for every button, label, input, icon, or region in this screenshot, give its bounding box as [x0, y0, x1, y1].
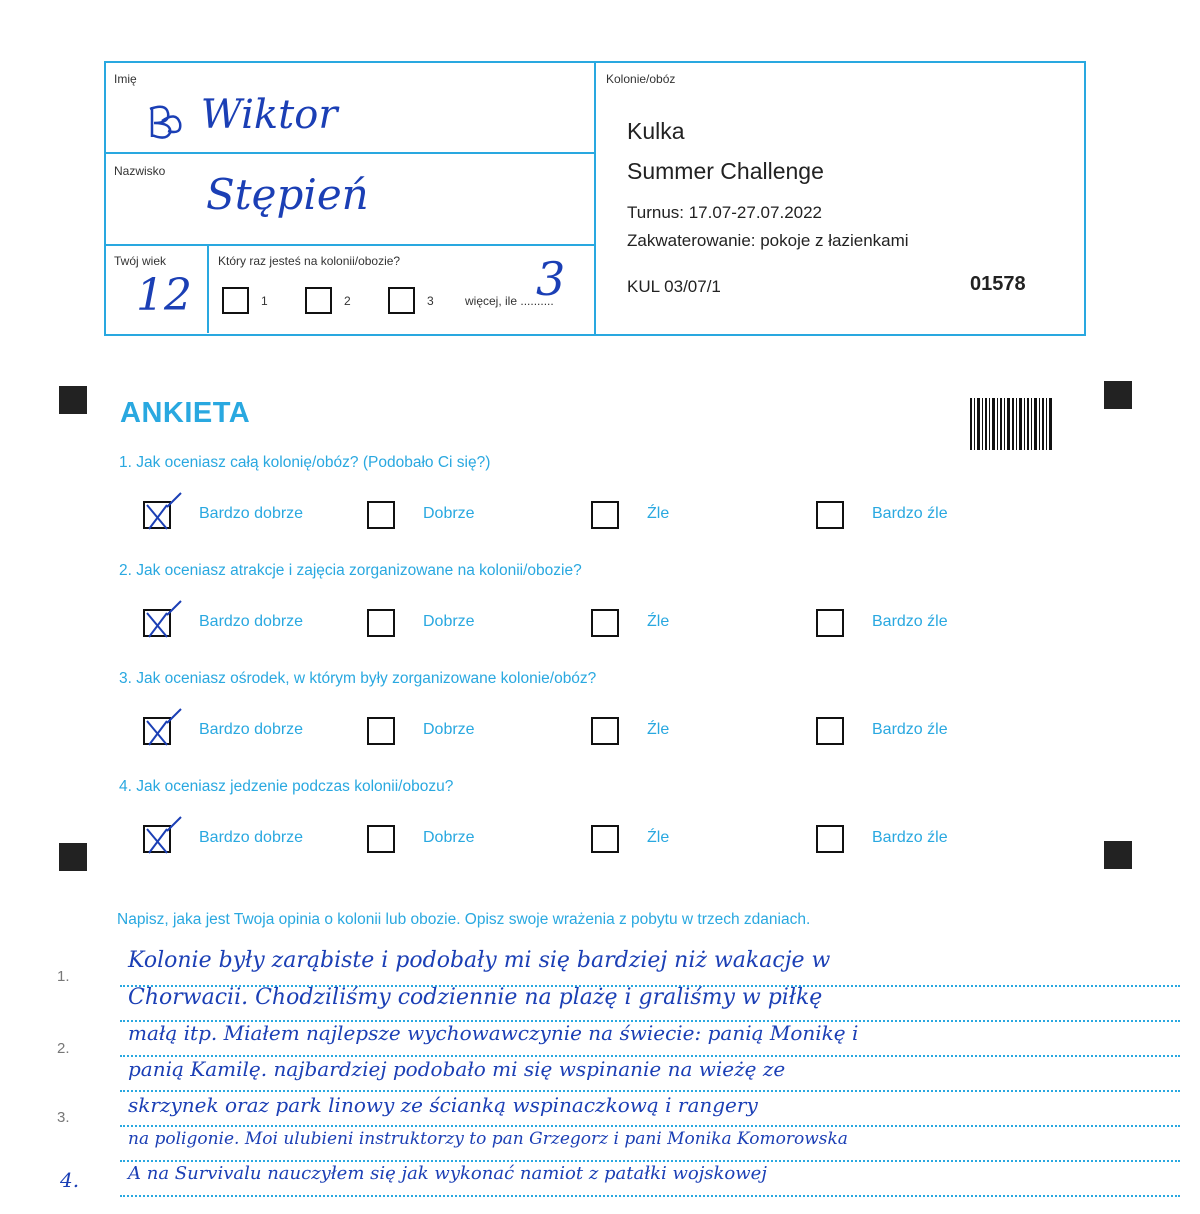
question-2-checkbox-dobrze[interactable] [367, 609, 395, 637]
wiecej-label: więcej, ile .......... [465, 294, 554, 308]
camp-name-1: Kulka [627, 118, 685, 144]
question-3-text: 3. Jak oceniasz ośrodek, w którym były zorganizowane kolonie/obóz? [119, 670, 597, 687]
wiek-value[interactable]: 12 [136, 270, 192, 321]
question-1-checkbox-bardzo-zle[interactable] [816, 501, 844, 529]
form-number: 01578 [970, 273, 1026, 295]
question-4-checkbox-dobrze[interactable] [367, 825, 395, 853]
question-2-option-bardzo-zle: Bardzo źle [872, 613, 948, 630]
question-3-option-bardzo-dobrze: Bardzo dobrze [199, 721, 304, 738]
check-mark-icon [141, 815, 185, 859]
registration-marker-top-left [59, 386, 87, 414]
opinion-number-3: 3. [57, 1109, 70, 1126]
turnus: Turnus: 17.07-27.07.2022 [627, 203, 823, 222]
opinion-instruction: Napisz, jaka jest Twoja opinia o kolonii lub obozie. Opisz swoje wrażenia z pobytu w trzech zdaniach. [117, 911, 811, 928]
ktory-raz-option-2: 2 [344, 294, 351, 308]
writing-line [120, 1125, 1180, 1127]
writing-line [120, 1195, 1180, 1197]
question-3-option-bardzo-zle: Bardzo źle [872, 721, 948, 738]
question-4-checkbox-bardzo-zle[interactable] [816, 825, 844, 853]
question-1-option-bardzo-zle: Bardzo źle [872, 505, 948, 522]
question-1-checkbox-zle[interactable] [591, 501, 619, 529]
registration-marker-bottom-right [1104, 841, 1132, 869]
camp-name-2: Summer Challenge [627, 158, 824, 184]
question-3-checkbox-dobrze[interactable] [367, 717, 395, 745]
question-4-checkbox-zle[interactable] [591, 825, 619, 853]
question-3-checkbox-zle[interactable] [591, 717, 619, 745]
question-2-option-dobrze: Dobrze [423, 613, 475, 630]
kolonie-label: Kolonie/obóz [606, 72, 676, 86]
barcode-icon [970, 398, 1054, 450]
question-2-option-zle: Źle [647, 613, 670, 630]
question-4-checkbox-bardzo-dobrze[interactable] [143, 825, 171, 853]
question-3-option-dobrze: Dobrze [423, 721, 475, 738]
camp-code: KUL 03/07/1 [627, 277, 721, 296]
question-3-option-zle: Źle [647, 721, 670, 738]
question-2-text: 2. Jak oceniasz atrakcje i zajęcia zorganizowane na kolonii/obozie? [119, 562, 582, 579]
writing-line [120, 1090, 1180, 1092]
check-mark-icon [141, 491, 185, 535]
imie-handwritten[interactable] [146, 92, 337, 138]
ktory-raz-checkbox-2[interactable] [305, 287, 332, 314]
zakwaterowanie: Zakwaterowanie: pokoje z łazienkami [627, 231, 909, 250]
question-1-text: 1. Jak oceniasz całą kolonię/obóz? (Podobało Ci się?) [119, 454, 491, 471]
wiecej-value[interactable]: 3 [536, 252, 566, 306]
opinion-number-1: 1. [57, 968, 70, 985]
survey-title: ANKIETA [120, 397, 251, 429]
question-4-option-zle: Źle [647, 829, 670, 846]
registration-marker-bottom-left [59, 843, 87, 871]
check-mark-icon [141, 707, 185, 751]
question-1-checkbox-bardzo-dobrze[interactable] [143, 501, 171, 529]
ktory-raz-checkbox-3[interactable] [388, 287, 415, 314]
ktory-raz-label: Który raz jesteś na kolonii/obozie? [218, 254, 401, 268]
question-1-checkbox-dobrze[interactable] [367, 501, 395, 529]
ktory-raz-option-1: 1 [261, 294, 268, 308]
scribble-icon [146, 101, 188, 141]
header-divider-vertical [594, 61, 596, 334]
header-divider-3 [207, 245, 209, 333]
question-1-option-dobrze: Dobrze [423, 505, 475, 522]
ktory-raz-checkbox-1[interactable] [222, 287, 249, 314]
handwritten-line: skrzynek oraz park linowy ze ścianką wspinaczkową i rangery [128, 1093, 758, 1117]
handwritten-line: na poligonie. Moi ulubieni instruktorzy to pan Grzegorz i pani Monika Komorowska [128, 1129, 848, 1149]
question-2-checkbox-bardzo-zle[interactable] [816, 609, 844, 637]
question-1-option-bardzo-dobrze: Bardzo dobrze [199, 505, 304, 522]
question-2-checkbox-bardzo-dobrze[interactable] [143, 609, 171, 637]
nazwisko-value[interactable]: Stępień [206, 170, 369, 219]
handwritten-line: A na Survivalu nauczyłem się jak wykonać namiot z patałki wojskowej [128, 1163, 767, 1184]
imie-value: Wiktor [200, 92, 338, 138]
opinion-number-2: 2. [57, 1040, 70, 1057]
question-4-option-bardzo-dobrze: Bardzo dobrze [199, 829, 304, 846]
question-1-option-zle: Źle [647, 505, 670, 522]
question-4-option-dobrze: Dobrze [423, 829, 475, 846]
check-mark-icon [141, 599, 185, 643]
header-divider-1 [104, 152, 595, 154]
question-3-checkbox-bardzo-zle[interactable] [816, 717, 844, 745]
handwritten-line: Chorwacii. Chodziliśmy codziennie na plażę i graliśmy w piłkę [128, 985, 823, 1010]
question-4-text: 4. Jak oceniasz jedzenie podczas kolonii/obozu? [119, 778, 454, 795]
writing-line [120, 1160, 1180, 1162]
nazwisko-label: Nazwisko [114, 164, 166, 178]
handwritten-line: małą itp. Miałem najlepsze wychowawczynie na świecie: panią Monikę i [128, 1021, 859, 1045]
handwritten-line: Kolonie były zarąbiste i podobały mi się bardziej niż wakacje w [128, 948, 831, 973]
opinion-number-4-handwritten: 4. [60, 1168, 80, 1192]
ktory-raz-option-3: 3 [427, 294, 434, 308]
wiek-label: Twój wiek [114, 254, 167, 268]
imie-scribble [146, 101, 188, 135]
handwritten-line: panią Kamilę. najbardziej podobało mi się wspinanie na wieżę ze [128, 1057, 786, 1081]
question-2-option-bardzo-dobrze: Bardzo dobrze [199, 613, 304, 630]
imie-label: Imię [114, 72, 137, 86]
header-divider-2 [104, 244, 595, 246]
question-2-checkbox-zle[interactable] [591, 609, 619, 637]
registration-marker-top-right [1104, 381, 1132, 409]
question-4-option-bardzo-zle: Bardzo źle [872, 829, 948, 846]
question-3-checkbox-bardzo-dobrze[interactable] [143, 717, 171, 745]
